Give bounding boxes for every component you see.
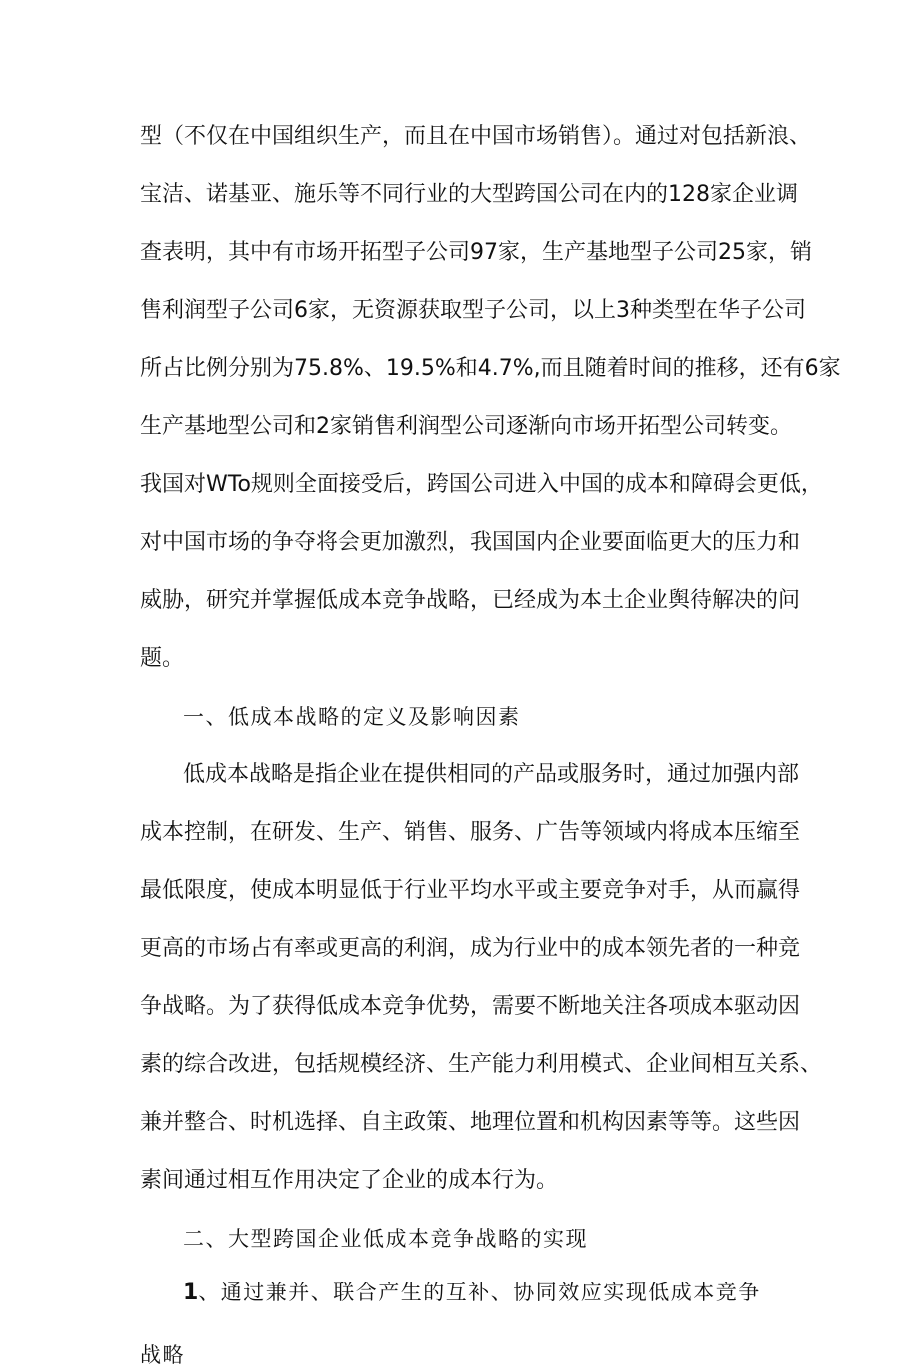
body-line-16: 素的综合改进，包括规模经济、生产能力利用模式、企业间相互关系、 (140, 1052, 823, 1077)
body-line-18: 素间通过相互作用决定了企业的成本行为。 (140, 1168, 559, 1193)
body-line-13: 最低限度，使成本明显低于行业平均水平或主要竞争对手，从而赢得 (140, 878, 801, 903)
body-line-17: 兼并整合、时机选择、自主政策、地理位置和机构因素等等。这些因 (140, 1110, 801, 1135)
body-line-2: 宝洁、诺基亚、施乐等不同行业的大型跨国公司在内的128家企业调 (140, 182, 798, 207)
body-line-3: 查表明，其中有市场开拓型子公司97家，生产基地型子公司25家，销 (140, 240, 812, 265)
body-line-7: 我国对WTo规则全面接受后，跨国公司进入中国的成本和障碍会更低， (140, 472, 823, 497)
body-line-11: 低成本战略是指企业在提供相同的产品或服务时，通过加强内部 (183, 762, 800, 787)
body-line-12: 成本控制，在研发、生产、销售、服务、广告等领域内将成本压缩至 (140, 820, 801, 845)
section-heading-2: 二、大型跨国企业低成本竞争战略的实现 (183, 1227, 588, 1251)
subsection-title: 、通过兼并、联合产生的互补、协同效应实现低成本竞争 (198, 1282, 761, 1302)
body-line-8: 对中国市场的争夺将会更加激烈，我国国内企业要面临更大的压力和 (140, 530, 801, 555)
body-line-10: 题。 (140, 646, 185, 671)
subsection-number: 1 (183, 1282, 199, 1302)
body-line-1: 型（不仅在中国组织生产，而且在中国市场销售）。通过对包括新浪、 (140, 124, 812, 149)
subsection-title-cont: 战略 (140, 1343, 185, 1367)
section-heading-1: 一、低成本战略的定义及影响因素 (183, 705, 521, 729)
body-line-14: 更高的市场占有率或更高的利润，成为行业中的成本领先者的一种竞 (140, 936, 801, 961)
body-line-15: 争战略。为了获得低成本竞争优势，需要不断地关注各项成本驱动因 (140, 994, 801, 1019)
body-line-9: 威胁，研究并掌握低成本竞争战略，已经成为本土企业舆待解决的问 (140, 588, 801, 613)
body-line-4: 售利润型子公司6家，无资源获取型子公司，以上3种类型在华子公司 (140, 298, 806, 323)
body-line-6: 生产基地型公司和2家销售利润型公司逐渐向市场开拓型公司转变。 (140, 414, 792, 439)
subsection-heading-1 (183, 1282, 843, 1302)
body-line-5: 所占比例分别为75.8%、19.5%和4.7%,而且随着时间的推移，还有6家 (140, 356, 841, 381)
